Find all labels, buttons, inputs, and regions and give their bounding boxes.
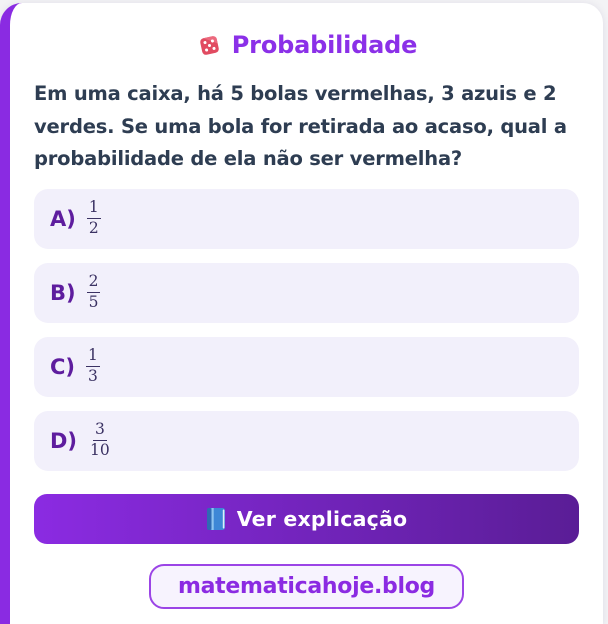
fraction-denominator: 10 [90, 441, 110, 459]
option-c-fraction [86, 347, 100, 386]
fraction-numerator: 1 [87, 199, 101, 219]
footer [34, 564, 579, 609]
option-d[interactable] [34, 411, 579, 471]
fraction-denominator: 3 [88, 367, 98, 385]
option-b-fraction [87, 273, 101, 312]
die-icon [196, 32, 223, 59]
site-badge: matematicahoje.blog [149, 564, 464, 609]
option-c-letter: C) [50, 354, 76, 379]
book-icon [206, 507, 226, 531]
option-a-fraction [87, 199, 101, 238]
options-list [34, 189, 579, 471]
option-c[interactable] [34, 337, 579, 397]
option-d-fraction [88, 421, 112, 460]
option-d-letter: D) [50, 428, 78, 453]
option-a-letter: A) [50, 206, 76, 231]
show-explanation-label: Ver explicação [236, 506, 408, 531]
fraction-denominator: 2 [88, 219, 99, 237]
fraction-numerator: 3 [93, 421, 107, 441]
card-header [34, 31, 579, 59]
fraction-numerator: 1 [86, 347, 100, 367]
fraction-numerator: 2 [87, 273, 101, 293]
quiz-card [0, 3, 603, 624]
option-b[interactable] [34, 263, 579, 323]
show-explanation-button[interactable] [34, 494, 579, 544]
question-text: Em uma caixa, há 5 bolas vermelhas, 3 azuis e 2 verdes. Se uma bola for retirada ao acaso, qual a probabilidade de ela não ser vermelha? [34, 82, 567, 170]
fraction-denominator: 5 [88, 293, 99, 311]
option-a[interactable] [34, 189, 579, 249]
option-b-letter: B) [50, 280, 76, 305]
page-title: Probabilidade [231, 31, 418, 59]
